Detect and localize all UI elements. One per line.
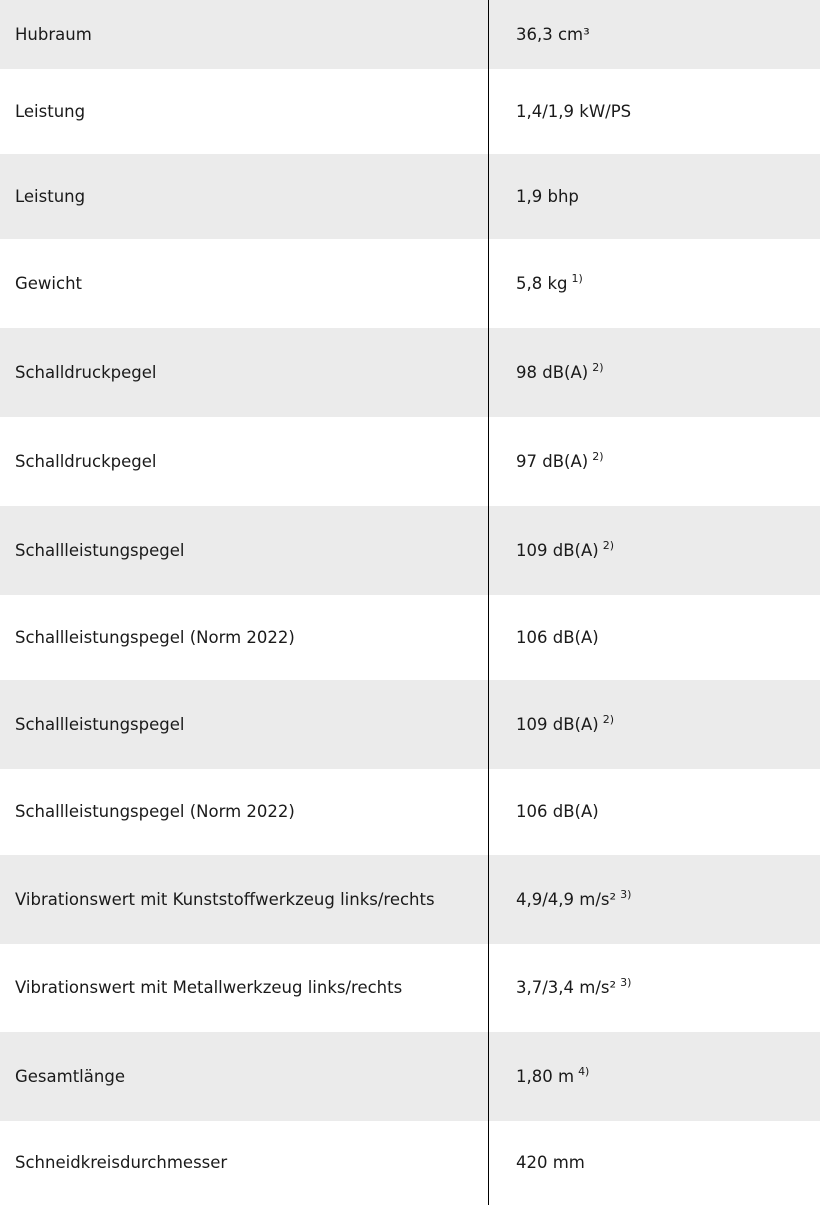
- spec-label: Leistung: [15, 101, 86, 121]
- spec-value: [488, 712, 614, 735]
- spec-label: Schallleistungspegel: [15, 714, 185, 734]
- footnote-marker: 4): [578, 1064, 590, 1078]
- spec-value: [488, 25, 590, 45]
- spec-label: Schallleistungspegel (Norm 2022): [15, 802, 295, 822]
- spec-label: Gesamtlänge: [15, 1066, 125, 1086]
- spec-label: Schallleistungspegel: [15, 540, 185, 560]
- spec-value: [488, 628, 599, 648]
- spec-value-text: 109 dB(A): [516, 540, 599, 560]
- table-row: [0, 328, 820, 417]
- spec-label: Leistung: [15, 186, 86, 206]
- spec-value-text: 1,80 m: [516, 1066, 575, 1086]
- spec-label: Schalldruckpegel: [15, 362, 157, 382]
- table-row: [0, 944, 820, 1032]
- spec-label: Hubraum: [15, 24, 92, 44]
- spec-value-text: 5,8 kg: [516, 273, 568, 293]
- spec-value: [488, 271, 583, 294]
- spec-value: [488, 360, 604, 383]
- spec-value: [488, 187, 579, 207]
- spec-value-text: 1,9 bhp: [516, 186, 579, 206]
- spec-value: [488, 102, 631, 122]
- spec-value: [488, 538, 614, 561]
- spec-value-text: 106 dB(A): [516, 627, 599, 647]
- spec-label: Gewicht: [15, 273, 83, 293]
- footnote-marker: 2): [602, 712, 614, 726]
- spec-value-text: 1,4/1,9 kW/PS: [516, 101, 632, 121]
- table-row: [0, 769, 820, 855]
- spec-label: Vibrationswert mit Kunststoffwerkzeug links/rechts: [15, 889, 435, 909]
- spec-value-text: 98 dB(A): [516, 362, 589, 382]
- footnote-marker: 2): [602, 538, 614, 552]
- footnote-marker: 3): [620, 976, 632, 990]
- spec-value: [488, 978, 631, 998]
- table-row: [0, 0, 820, 69]
- column-divider: [488, 0, 489, 1205]
- table-row: [0, 1121, 820, 1205]
- spec-label: Schalldruckpegel: [15, 451, 157, 471]
- spec-value-text: 420 mm: [516, 1153, 585, 1173]
- spec-value-text: 106 dB(A): [516, 802, 599, 822]
- table-row: [0, 855, 820, 944]
- table-row: [0, 1032, 820, 1121]
- spec-value: [488, 1153, 585, 1173]
- spec-label: Schneidkreisdurchmesser: [15, 1153, 228, 1173]
- spec-value: [488, 887, 632, 910]
- footnote-marker: 3): [620, 887, 632, 901]
- table-row: [0, 417, 820, 506]
- spec-value-text: 36,3 cm³: [516, 24, 590, 44]
- table-row: [0, 506, 820, 595]
- table-row: [0, 595, 820, 680]
- spec-value-text: 4,9/4,9 m/s²: [516, 889, 617, 909]
- spec-value: [488, 449, 604, 472]
- spec-label: Schallleistungspegel (Norm 2022): [15, 627, 295, 647]
- spec-value: [488, 802, 599, 822]
- table-row: [0, 154, 820, 239]
- spec-value: [488, 1064, 590, 1087]
- footnote-marker: 2): [592, 449, 604, 463]
- table-row: [0, 239, 820, 328]
- footnote-marker: 2): [592, 360, 604, 374]
- spec-value-text: 3,7/3,4 m/s²: [516, 978, 617, 998]
- footnote-marker: 1): [571, 271, 583, 285]
- spec-value-text: 97 dB(A): [516, 451, 589, 471]
- spec-value-text: 109 dB(A): [516, 714, 599, 734]
- table-row: [0, 69, 820, 154]
- spec-label: Vibrationswert mit Metallwerkzeug links/rechts: [15, 978, 403, 998]
- table-row: [0, 680, 820, 769]
